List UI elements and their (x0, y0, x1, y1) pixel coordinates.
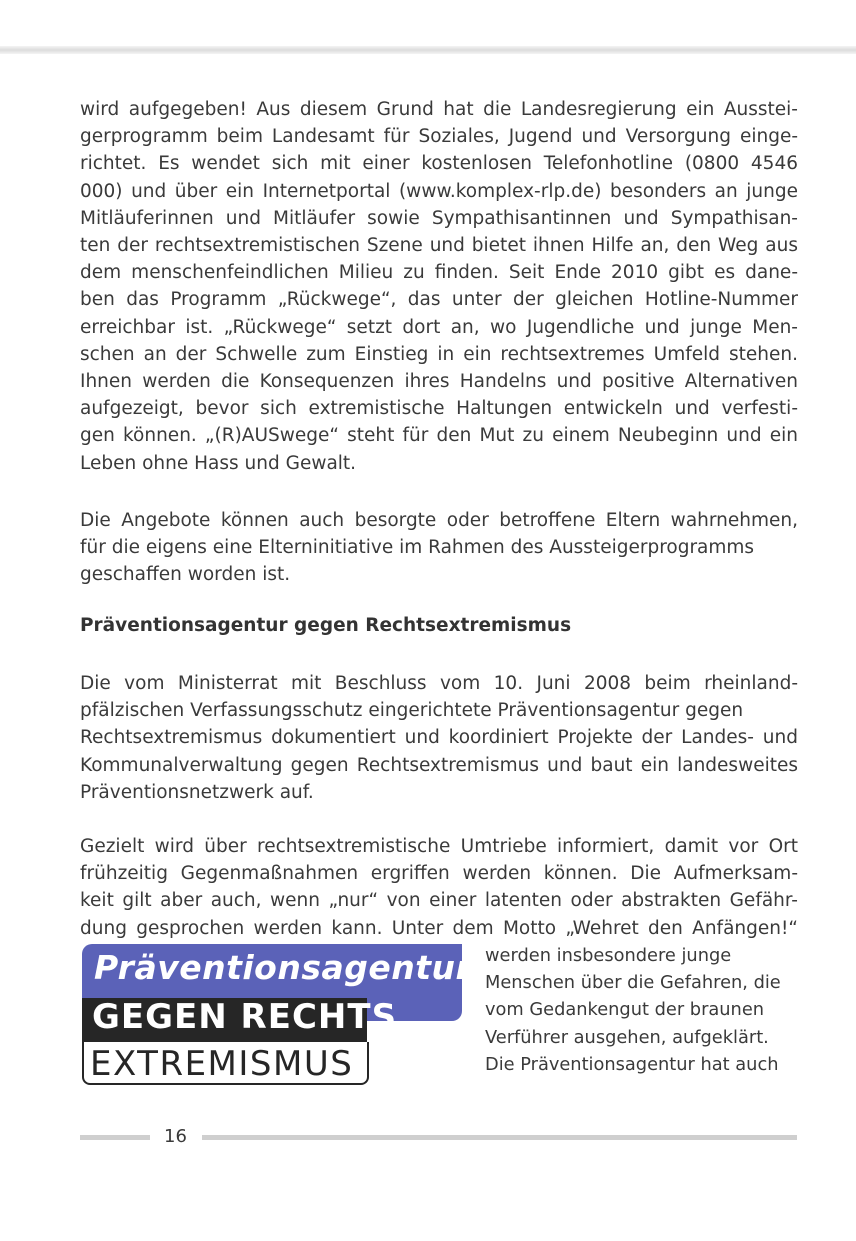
text-line: für die eigens eine Elterninitiative im Rahmen des Aussteigerprogramms (80, 537, 755, 559)
text-line: Rechtsextremismus dokumentiert und koordiniert Projekte der Landes- und (80, 727, 798, 749)
text-line: 000) und über ein Internetportal (www.komplex-rlp.de) besonders an junge (80, 180, 798, 202)
text-line: Die Präventionsagentur hat auch (485, 1053, 779, 1075)
text-line: dem menschenfeindlichen Milieu zu finden. Seit Ende 2010 gibt es dane- (80, 262, 798, 284)
side-text (485, 942, 797, 1078)
logo-line-gegen-rechts: GEGEN RECHTS (92, 997, 398, 1037)
text-line: richtet. Es wendet sich mit einer kostenlosen Telefonhotline (0800 4546 (80, 153, 798, 175)
text-line: vom Gedankengut der braunen (485, 999, 765, 1021)
body-paragraph-1 (80, 96, 798, 477)
text-line: Gezielt wird über rechtsextremistische Umtriebe informiert, damit vor Ort (80, 836, 798, 857)
text-line: Leben ohne Hass und Gewalt. (80, 452, 357, 474)
body-paragraph-2 (80, 507, 798, 589)
text-line: Menschen über die Gefahren, die (485, 972, 781, 994)
text-line: Ihnen werden die Konsequenzen ihres Handelns und positive Alternativen (80, 371, 798, 393)
text-line: ten der rechtsextremistischen Szene und bietet ihnen Hilfe an, den Weg aus (80, 235, 798, 257)
footer-divider-right (202, 1135, 797, 1140)
text-line: erreichbar ist. „Rückwege“ setzt dort an, wo Jugendliche und junge Men- (80, 316, 798, 338)
text-line: ben das Programm „Rückwege“, das unter der gleichen Hotline-Nummer (80, 289, 798, 311)
section-heading: Präventionsagentur gegen Rechtsextremismus (80, 615, 572, 636)
text-line: Präventionsnetzwerk auf. (80, 781, 314, 803)
text-line: Kommunalverwaltung gegen Rechtsextremismus und baut ein landesweites (80, 754, 798, 776)
logo-line-extremismus: EXTREMISMUS (90, 1044, 354, 1084)
text-line: pfälzischen Verfassungsschutz eingerichtete Präventionsagentur gegen (80, 700, 744, 722)
page-number: 16 (164, 1126, 187, 1147)
text-line: dung gesprochen werden kann. Unter dem Motto „Wehret den Anfängen!“ (80, 917, 798, 939)
text-line: aufgezeigt, bevor sich extremistische Haltungen entwickeln und verfesti- (80, 398, 798, 420)
top-divider (0, 46, 856, 54)
text-line: wird aufgegeben! Aus diesem Grund hat die Landesregierung ein Ausstei- (80, 99, 798, 120)
text-line: keit gilt aber auch, wenn „nur“ von einer latenten oder abstrakten Gefähr- (80, 890, 798, 912)
text-line: Mitläuferinnen und Mitläufer sowie Sympathisantinnen und Sympathisan- (80, 207, 798, 229)
body-paragraph-4 (80, 833, 798, 942)
body-paragraph-3 (80, 670, 798, 806)
text-line: schen an der Schwelle zum Einstieg in ein rechtsextremes Umfeld stehen. (80, 343, 798, 365)
text-line: Verführer ausgehen, aufgeklärt. (485, 1026, 769, 1048)
text-line: Die vom Ministerrat mit Beschluss vom 10. Juni 2008 beim rheinland- (80, 673, 798, 694)
footer-divider-left (80, 1135, 150, 1140)
text-line: gerprogramm beim Landesamt für Soziales, Jugend und Versorgung einge- (80, 126, 798, 148)
text-line: frühzeitig Gegenmaßnahmen ergriffen werden können. Die Aufmerksam- (80, 863, 798, 885)
text-line: geschaffen worden ist. (80, 564, 291, 586)
text-line: werden insbesondere junge (485, 945, 732, 966)
logo-title: Präventionsagentur (94, 948, 473, 987)
text-line: Die Angebote können auch besorgte oder betroffene Eltern wahrnehmen, (80, 510, 798, 531)
text-line: gen können. „(R)AUSwege“ steht für den Mut zu einem Neubeginn und ein (80, 425, 798, 447)
praeventionsagentur-logo (80, 940, 473, 1090)
